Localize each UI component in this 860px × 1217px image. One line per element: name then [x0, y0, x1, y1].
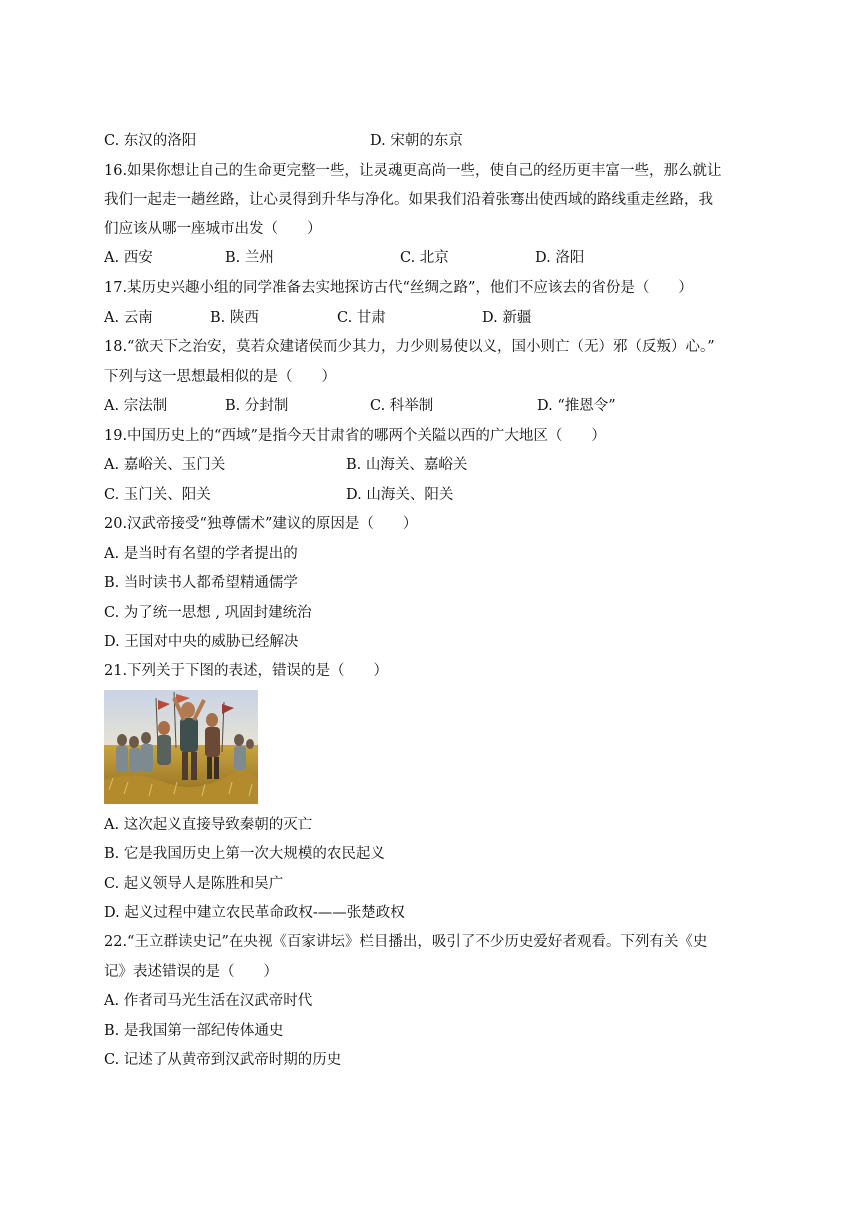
q19-option-c: C. 玉门关、阳关: [104, 487, 211, 503]
q19-option-a: A. 嘉峪关、玉门关: [104, 457, 226, 473]
q16-option-b: B. 兰州: [225, 250, 274, 266]
q16-stem-line2: 我们一起走一趟丝路，让心灵得到升华与净化。如果我们沿着张骞出使西域的路线重走丝路，我: [104, 192, 713, 208]
q18-stem-line1: 18.“欲天下之治安，莫若众建诸侯而少其力，力少则易使以义，国小则亡（无）邪（反叛）心。”: [104, 339, 715, 355]
q17-stem-line1: 17.某历史兴趣小组的同学准备去实地探访古代“丝绸之路”，他们不应该去的省份是（ ）: [104, 280, 693, 296]
q21-stem-line1: 21.下列关于下图的表述，错误的是（ ）: [104, 663, 389, 679]
q21-option-a: A. 这次起义直接导致秦朝的灭亡: [104, 817, 313, 833]
q16-stem-line3: 们应该从哪一座城市出发（ ）: [104, 221, 322, 237]
q18-option-c: C. 科举制: [370, 398, 434, 414]
q21-option-d: D. 起义过程中建立农民革命政权-——张楚政权: [104, 905, 405, 921]
q22-stem-line2: 记》表述错误的是（ ）: [104, 964, 278, 980]
q19-option-b: B. 山海关、嘉峪关: [346, 457, 468, 473]
q22-stem-line1: 22.“王立群读史记”在央视《百家讲坛》栏目播出，吸引了不少历史爱好者观看。下列有关《史: [104, 934, 708, 950]
q17-option-d: D. 新疆: [482, 310, 532, 326]
q21-option-b: B. 它是我国历史上第一次大规模的农民起义: [104, 846, 385, 862]
q18-stem-line2: 下列与这一思想最相似的是（ ）: [104, 369, 336, 385]
q17-option-a: A. 云南: [104, 310, 153, 326]
q17-option-b: B. 陕西: [210, 310, 259, 326]
uprising-illustration: [104, 690, 258, 804]
q22-option-a: A. 作者司马光生活在汉武帝时代: [104, 993, 313, 1009]
q16-option-d: D. 洛阳: [535, 250, 585, 266]
q16-stem-line1: 16.如果你想让自己的生命更完整一些，让灵魂更高尚一些，使自己的经历更丰富一些，那么就让: [104, 163, 722, 179]
q15-option-d: D. 宋朝的东京: [370, 133, 463, 149]
q17-option-c: C. 甘肃: [337, 310, 386, 326]
q18-option-a: A. 宗法制: [104, 398, 168, 414]
q22-option-b: B. 是我国第一部纪传体通史: [104, 1023, 284, 1039]
q22-option-c: C. 记述了从黄帝到汉武帝时期的历史: [104, 1052, 342, 1068]
q16-option-a: A. 西安: [104, 250, 153, 266]
q16-option-c: C. 北京: [400, 250, 449, 266]
q15-option-c: C. 东汉的洛阳: [104, 133, 197, 149]
q20-stem-line1: 20.汉武帝接受“独尊儒术”建议的原因是（ ）: [104, 516, 418, 532]
q18-option-b: B. 分封制: [225, 398, 289, 414]
q18-option-d: D. “推恩令”: [537, 398, 616, 414]
q19-stem-line1: 19.中国历史上的“西域”是指今天甘肃省的哪两个关隘以西的广大地区（ ）: [104, 428, 606, 444]
q21-option-c: C. 起义领导人是陈胜和吴广: [104, 876, 284, 892]
q20-option-a: A. 是当时有名望的学者提出的: [104, 546, 298, 562]
q20-option-d: D. 王国对中央的威胁已经解决: [104, 634, 299, 650]
q20-option-b: B. 当时读书人都希望精通儒学: [104, 575, 298, 591]
q20-option-c: C. 为了统一思想 , 巩固封建统治: [104, 605, 312, 621]
q19-option-d: D. 山海关、阳关: [346, 487, 454, 503]
